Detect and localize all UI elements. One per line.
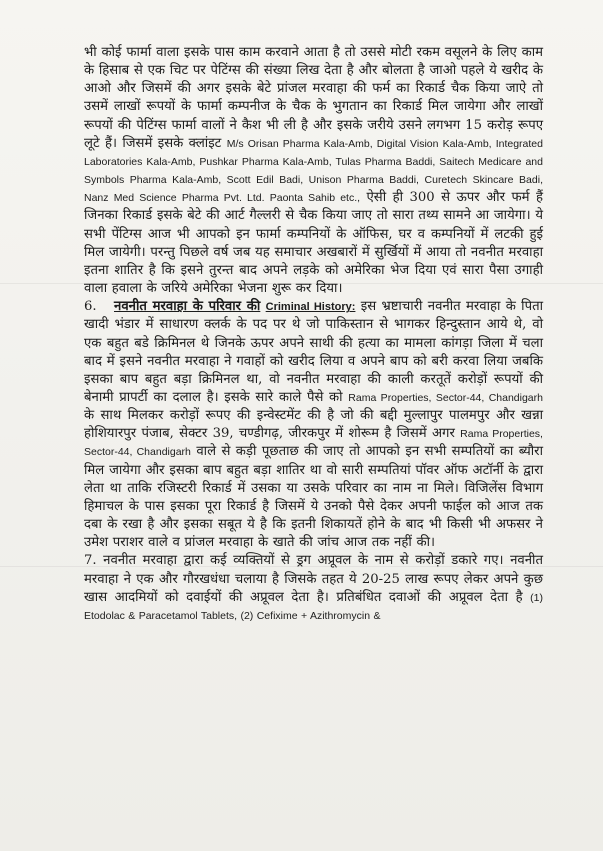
drug-list-text: (1) Etodolac & Paracetamol Tablets, (2) Cefixime + Azithromycin &	[84, 591, 543, 622]
paragraph-drug-approval	[84, 552, 543, 625]
section-heading-english: Criminal History:	[265, 301, 356, 314]
paragraph-text: नवनीत मरवाहा द्वारा कई व्यक्तियों से ड्रग अप्रूवल के नाम से करोड़ों डकारे गए। नवनीत मरवाहा ने एक और गौरखधंधा चलाया है जिसके तहत ये 20-25 लाख रूपए लेकर अपने कुछ खास आदमियों को दवाईयों की अप्रूवल देता है। प्रतिबंधित दवाओं की अप्रूवल देता है	[84, 553, 543, 605]
paragraph-number: 6.	[84, 299, 97, 315]
client-list-text: M/s Orisan Pharma Kala-Amb, Digital Vision Kala-Amb, Integrated Laboratories Kala-Amb, Pushkar Pharma Kala-Amb, Tulas Pharma Baddi, Saitech Medicare and Symbols Pharma Kala-Amb, Scott Edil Badi, Unison Pharma Baddi, Curetech Skincare Badi, Nanz Med Science Pharma Pvt. Ltd. Paonta Sahib etc.,	[84, 137, 543, 205]
paper-fold-line	[0, 283, 603, 284]
document-body	[84, 44, 543, 625]
paragraph-number: 7.	[84, 553, 97, 569]
paragraph-criminal-history	[84, 298, 543, 552]
paragraph-text: भी कोई फार्मा वाला इसके पास काम करवाने आता है तो उससे मोटी रकम वसूलने के लिए काम के हिसाब से एक चिट पर पेटिंग्स की संख्या लिख देता है और बोलता है जाओ पहले ये खरीद के आओ और जिसमें की अगर इसके बेटे प्रांजल मरवाहा की फर्म का रिकार्ड चैक किया जाऐ तो उसमें लाखों रूपयों के फार्मा कम्पनीज के चैक के भुगतान का रिकार्ड मिल जायेगा और लाखों रूपयों की पेटिंग्स फार्मा वालों ने कैश भी ली है और इसके जरीये उसने लगभग 15 करोड़ रूपए लूटे हैं। जिसमें इसके क्लांइट	[84, 45, 543, 151]
paragraph-pharma-clients	[84, 44, 543, 298]
paper-fold-line	[0, 566, 603, 567]
company-name-text: Rama Properties, Sector-44, Chandigarh	[84, 428, 543, 459]
paragraph-text: के साथ मिलकर करोड़ों रूपए की इन्वेस्टमेंट की है जो की बद्दी मुल्लापुर पालमपुर और खन्ना होशियारपुर पंजाब, सेक्टर 39, चण्डीगढ़, जीरकपुर में शोरूम है जिसमें अगर	[84, 408, 543, 442]
paragraph-text: इस भ्रष्टाचारी नवनीत मरवाहा के पिता खादी भंडार में साधारण क्लर्क के पद पर थे जो पाकिस्तान से भागकर हिन्दुस्तान आये थे, वो एक बहुत बडे क्रिमिनल थे जिनके ऊपर अपने साथी की हत्या का मामला कांगड़ा जिला में चला बाद में इसने नवनीत मरवाहा ने गवाहों को खरीद लिया व अपने बाप को बरी करवा लिया जबकि इसका बाप बहुत बड़ा क्रिमिनल था, वो नवनीत मरवाहा की काली करतूतें करोड़ों रूपयों की बेनामी प्रापर्टी का दलाल है। इसके सारे काले पैसे को	[84, 299, 544, 405]
paragraph-text: ऐसी ही 300 से ऊपर और फर्म हैं जिनका रिकार्ड इसके बेटे की आर्ट गैल्लरी से चैक किया जाए तो सारा तथ्य सामने आ जायेगा। ये सभी पेंटिग्स आज भी आपको इन फार्मा कम्पनियों के ऑफिस, घर व कम्पनियों में लटकी हुई मिल जायेगी। परन्तु पिछले वर्ष जब यह समाचार अखबारों में सुर्खियों में आया तो नवनीत मरवाहा इतना शातिर है कि इसने तुरन्त बाद अपने लड़के को अमेरिका भेज दिया एवं सारा पैसा उगाही वाला हवाला के जरिये अमेरिका भेजना शुरू कर दिया।	[84, 190, 543, 297]
paragraph-text: वाले से कड़ी पूछताछ की जाए तो आपको इन सभी सम्पतियों का ब्यौरा मिल जायेगा और इसका बाप बहुत बड़ा शातिर था वो सारी सम्पतियां पॉवर ऑफ अटॉर्नी के द्वारा लेता था ताकि रजिस्टरी रिकार्ड में उसका या उसके परिवार का नाम ना मिले। विजिलेंस विभाग हिमाचल के पास इसका पूरा रिकार्ड है जिसमें ये उनको पैसे देकर अपनी फाईल को आज तक दबा के रखा है और इसका सबूत ये है कि इतनी शिकायतें होने के बाद भी किसी भी अफसर ने उमेश पराशर वाले व प्रांजल मरवाहा के खाते की जांच आज तक नहीं की।	[84, 444, 543, 551]
company-name-text: Rama Properties, Sector-44, Chandigarh	[348, 391, 543, 404]
section-heading: नवनीत मरवाहा के परिवार की	[114, 299, 261, 315]
